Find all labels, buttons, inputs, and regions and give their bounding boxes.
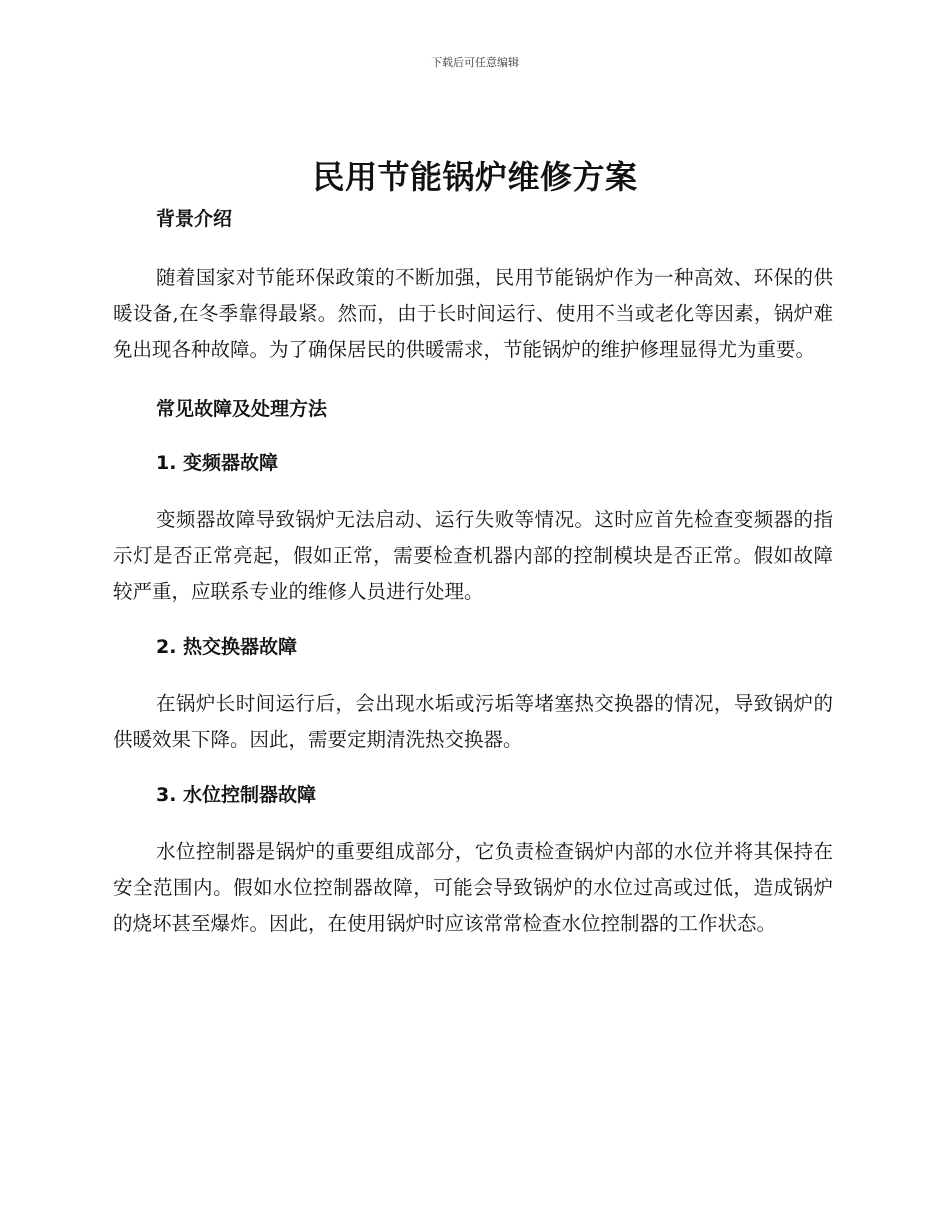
section-heading-background: 背景介绍: [156, 208, 233, 230]
header-note: 下载后可任意编辑: [431, 56, 519, 69]
paragraph-background: 随着国家对节能环保政策的不断加强，民用节能锅炉作为一种高效、环保的供暖设备,在冬季靠得最紧。然而，由于长时间运行、使用不当或老化等因素，锅炉难免出现各种故障。为了确保居民的供暖需求，节能锅炉的维护修理显得尤为重要。: [113, 266, 833, 361]
document-body: [113, 202, 833, 942]
paragraph-fault-3: 水位控制器是锅炉的重要组成部分，它负责检查锅炉内部的水位并将其保持在安全范围内。假如水位控制器故障，可能会导致锅炉的水位过高或过低，造成锅炉的烧坏甚至爆炸。因此，在使用锅炉时应该常常检查水位控制器的工作状态。: [113, 840, 833, 935]
paragraph-fault-2: 在锅炉长时间运行后，会出现水垢或污垢等堵塞热交换器的情况，导致锅炉的供暖效果下降。因此，需要定期清洗热交换器。: [113, 692, 833, 751]
subheading-fault-1: 1. 变频器故障: [156, 452, 279, 474]
section-heading-common-faults: 常见故障及处理方法: [156, 398, 328, 420]
paragraph-fault-1: 变频器故障导致锅炉无法启动、运行失败等情况。这时应首先检查变频器的指示灯是否正常亮起，假如正常，需要检查机器内部的控制模块是否正常。假如故障较严重，应联系专业的维修人员进行处理。: [113, 508, 833, 603]
document-title: 民用节能锅炉维修方案: [312, 158, 638, 196]
subheading-fault-2: 2. 热交换器故障: [156, 636, 298, 658]
subheading-fault-3: 3. 水位控制器故障: [156, 784, 317, 806]
